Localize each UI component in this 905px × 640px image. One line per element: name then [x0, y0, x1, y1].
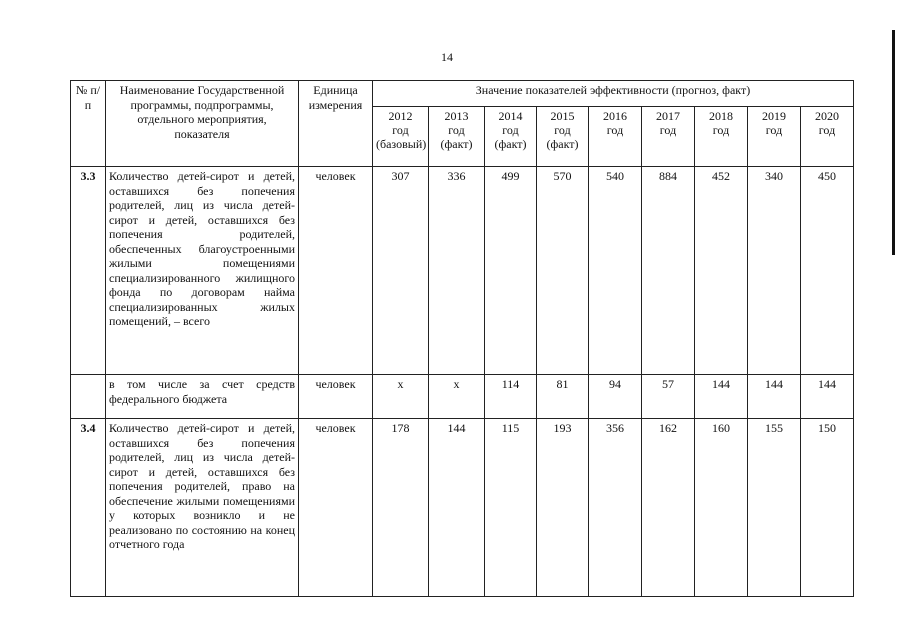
value-cell: 450 — [801, 167, 854, 375]
row-number: 3.4 — [71, 419, 106, 597]
value-cell: 160 — [695, 419, 748, 597]
value-cell: 340 — [748, 167, 801, 375]
value-cell: 114 — [485, 375, 537, 419]
year-header: 2018 год — [695, 107, 748, 167]
header-name: Наименование Государственной программы, подпрограммы, отдельного мероприятия, показателя — [106, 81, 299, 167]
value-cell: 336 — [429, 167, 485, 375]
table-row — [71, 167, 854, 375]
year-header: 2019 год — [748, 107, 801, 167]
indicator-name: Количество детей-сирот и детей, оставшихся без попечения родителей, лиц из числа детей-сирот и детей, оставшихся без попечения родителей, право на обеспечение жилыми помещениями у которых возникло и не реализовано по состоянию на конец отчетного года — [106, 419, 299, 597]
value-cell: 356 — [589, 419, 642, 597]
value-cell: 144 — [695, 375, 748, 419]
value-cell: х — [373, 375, 429, 419]
year-header: 2016 год — [589, 107, 642, 167]
indicator-name: Количество детей-сирот и детей, оставшихся без попечения родителей, лиц из числа детей-сирот и детей, оставшихся без попечения родителей, обеспеченных благоустроенными жилыми помещениями специализированного жилищного фонда по договорам найма специализированных жилых помещений, – всего — [106, 167, 299, 375]
year-header: 2012 год (базовый) — [373, 107, 429, 167]
unit-cell: человек — [299, 375, 373, 419]
value-cell: 540 — [589, 167, 642, 375]
row-number: 3.3 — [71, 167, 106, 375]
table-row — [71, 375, 854, 419]
year-header: 2020 год — [801, 107, 854, 167]
value-cell: 81 — [537, 375, 589, 419]
value-cell: 570 — [537, 167, 589, 375]
table-row — [71, 419, 854, 597]
value-cell: 499 — [485, 167, 537, 375]
header-unit: Единица измерения — [299, 81, 373, 167]
year-header: 2014 год (факт) — [485, 107, 537, 167]
value-cell: 178 — [373, 419, 429, 597]
unit-cell: человек — [299, 167, 373, 375]
indicators-table — [70, 80, 854, 597]
unit-cell: человек — [299, 419, 373, 597]
scan-edge-mark — [892, 30, 895, 255]
header-num: № п/п — [71, 81, 106, 167]
value-cell: 115 — [485, 419, 537, 597]
value-cell: 452 — [695, 167, 748, 375]
year-header: 2015 год (факт) — [537, 107, 589, 167]
value-cell: х — [429, 375, 485, 419]
value-cell: 94 — [589, 375, 642, 419]
page-number: 14 — [441, 50, 453, 64]
value-cell: 144 — [429, 419, 485, 597]
row-number — [71, 375, 106, 419]
value-cell: 884 — [642, 167, 695, 375]
value-cell: 144 — [748, 375, 801, 419]
value-cell: 193 — [537, 419, 589, 597]
value-cell: 150 — [801, 419, 854, 597]
value-cell: 144 — [801, 375, 854, 419]
indicator-name: в том числе за счет средств федерального бюджета — [106, 375, 299, 419]
value-cell: 57 — [642, 375, 695, 419]
value-cell: 155 — [748, 419, 801, 597]
year-header: 2017 год — [642, 107, 695, 167]
value-cell: 162 — [642, 419, 695, 597]
value-cell: 307 — [373, 167, 429, 375]
year-header: 2013 год (факт) — [429, 107, 485, 167]
header-values: Значение показателей эффективности (прогноз, факт) — [373, 81, 854, 107]
